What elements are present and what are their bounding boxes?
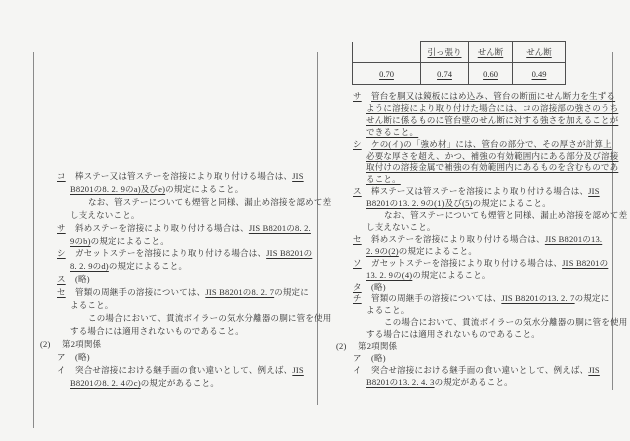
document-line <box>336 258 620 270</box>
item-label: サ <box>57 222 66 233</box>
document-line <box>336 270 620 282</box>
item-label: ス <box>57 274 66 285</box>
text: の規定によること。 <box>165 183 244 194</box>
document-line <box>336 234 620 246</box>
document-line <box>336 293 620 305</box>
document-line <box>40 377 324 390</box>
item-label: セ <box>353 233 362 244</box>
text: 第2項関係 <box>62 338 102 349</box>
text: の規定に <box>274 287 309 298</box>
left-margin-rule <box>33 52 34 428</box>
table-cell <box>513 42 566 63</box>
table-cell-text: せん断 <box>477 47 504 57</box>
underlined-text: ケの(イ)の「強め材」には、管台の部分で、その厚さが計算上 <box>371 138 612 149</box>
underlined-text: 9のb) <box>70 235 91 246</box>
document-line <box>336 329 620 341</box>
document-line <box>336 115 620 127</box>
document-line <box>336 317 628 329</box>
underlined-text: JIS B8201の <box>562 257 609 268</box>
text: 棒ステー又は管ステーを溶接により取り付ける場合は、 <box>75 171 293 181</box>
text: の規定によること。 <box>412 269 491 280</box>
table-cell-text: 0.60 <box>483 68 498 79</box>
document-line <box>336 174 620 186</box>
underlined-text: B8201の13. 2. 9の(1)及び(5) <box>366 198 473 209</box>
item-label: チ <box>353 293 362 304</box>
underlined-text: 取付けの溶接金属で補強の有効範囲内にあるものを含むものであ <box>366 162 619 173</box>
document-line <box>336 91 620 103</box>
document-line <box>336 341 620 353</box>
underlined-text: 8. 2. 9のd) <box>70 261 109 272</box>
underlined-text: JIS B8201の8. 2. <box>248 222 311 233</box>
text: する場合には適用されないものであること。 <box>70 325 245 336</box>
table-cell-text: 0.74 <box>437 68 452 79</box>
document-line <box>336 162 620 174</box>
underlined-text: JIS B8201の13. 2. 7 <box>501 293 575 304</box>
underlined-text: せん断に係るものに管台壁のせん断に対する強さを加えることが <box>366 114 619 125</box>
text: この場合において、貫流ボイラーの気水分離器の胴に管を使用 <box>88 312 332 323</box>
underlined-text: 2. 9の(2) <box>366 245 399 256</box>
text: よること。 <box>70 300 114 311</box>
text: し支えないこと。 <box>366 221 436 232</box>
underlined-text: B8201の8. 2. 9のa)及びe) <box>70 183 166 194</box>
table-cell <box>421 63 469 85</box>
text: この場合において、貫流ボイラーの気水分離器の胴に管を使用 <box>384 317 628 328</box>
table-cell-text: せん断 <box>526 47 552 57</box>
text: の規定に <box>574 293 610 304</box>
text: (略) <box>75 351 90 362</box>
document-line <box>40 286 324 299</box>
underlined-text: JIS <box>292 171 304 181</box>
item-label: コ <box>57 171 66 181</box>
underlined-text: 13. 2. 9の(4) <box>366 269 413 280</box>
text: (略) <box>371 352 386 363</box>
text: の規定があること。 <box>140 377 220 388</box>
table-cell <box>353 63 421 85</box>
underlined-text: JIS B8201の <box>266 248 313 259</box>
underlined-text: できること。 <box>366 126 419 137</box>
text: ガセットステーを溶接により取り付ける場合は、 <box>75 248 267 259</box>
document-line <box>40 273 324 286</box>
table-cell <box>353 42 421 63</box>
underlined-text: 必要な厚さを超え、かつ、補強の有効範囲内にある部分及び溶接 <box>366 150 619 161</box>
underlined-text: JIS <box>588 364 600 375</box>
item-label: タ <box>353 281 362 292</box>
item-label: シ <box>353 138 362 149</box>
page-right-text-column <box>336 91 628 389</box>
document-line <box>336 198 620 210</box>
underlined-text: JIS B8201の8. 2. 7 <box>205 287 275 298</box>
underlined-text: JIS <box>588 186 600 197</box>
underlined-text: ように溶接により取り付けた場合には、コの溶接部の強さのうち <box>366 102 619 113</box>
document-line <box>40 222 324 235</box>
page-left-text-column <box>40 170 332 389</box>
document-line <box>336 222 620 234</box>
document-line <box>336 151 620 163</box>
document-line <box>336 186 620 198</box>
document-line <box>336 127 620 139</box>
text: 管類の周継手の溶接については、 <box>75 287 206 298</box>
document-line <box>40 364 324 377</box>
underlined-text: B8201の8. 2. 4のc) <box>70 377 141 388</box>
underlined-text: 管台を胴又は鏡板にはめ込み、管台の断面にせん断力を生ずる <box>371 91 616 101</box>
table-cell <box>469 63 513 85</box>
table-cell <box>513 63 566 85</box>
document-line <box>336 246 620 258</box>
text: 管類の周継手の溶接については、 <box>371 293 502 304</box>
table-cell-text: 0.70 <box>379 68 394 79</box>
item-label: ア <box>353 352 362 363</box>
text: の規定があること。 <box>434 376 513 387</box>
text: する場合には適用されないものであること。 <box>366 329 541 340</box>
item-label: (2) <box>336 341 347 352</box>
item-label: ア <box>57 351 66 362</box>
item-label: イ <box>353 364 362 375</box>
item-label: シ <box>57 248 66 259</box>
table-cell <box>421 42 469 63</box>
text: の規定によること。 <box>108 261 188 272</box>
text: の規定によること。 <box>90 235 169 246</box>
document-line <box>336 210 628 222</box>
document-line <box>40 183 324 196</box>
document-line <box>336 139 620 151</box>
document-line <box>336 305 620 317</box>
document-line <box>40 338 324 351</box>
document-line <box>336 282 620 294</box>
text: 棒ステー又は管ステーを溶接により取り付ける場合は、 <box>371 186 589 197</box>
text: 斜めステーを溶接により取り付ける場合は、 <box>75 222 249 233</box>
item-label: ス <box>353 186 362 197</box>
item-label: ソ <box>353 257 362 268</box>
text: なお、管ステーについても煙管と同様、漏止め溶接を認めて差 <box>88 196 332 207</box>
underlined-text: ること。 <box>366 174 401 185</box>
text: 突合せ溶接における継手面の食い違いとして、例えば、 <box>75 364 293 375</box>
text: 第2項関係 <box>358 341 398 352</box>
table-cell-text: 0.49 <box>531 68 547 79</box>
table-cell-text: 引っ張り <box>427 47 462 57</box>
item-label: イ <box>57 364 66 375</box>
text: の規定によること。 <box>398 245 478 256</box>
document-line <box>40 351 324 364</box>
document-line <box>40 312 332 325</box>
text: し支えないこと。 <box>70 209 140 220</box>
text: (略) <box>371 281 386 292</box>
text: 突合せ溶接における継手面の食い違いとして、例えば、 <box>371 364 589 375</box>
underlined-text: JIS <box>292 364 304 375</box>
document-line <box>40 235 324 248</box>
text: なお、管ステーについても煙管と同様、漏止め溶接を認めて差 <box>384 210 628 221</box>
document-line <box>40 196 332 209</box>
item-label: セ <box>57 287 66 298</box>
item-label: サ <box>353 91 362 101</box>
text: の規定によること。 <box>472 198 551 209</box>
text: ガセットステーを溶接により取り付ける場合は、 <box>371 257 563 268</box>
text: よること。 <box>366 305 410 316</box>
document-line <box>336 365 620 377</box>
document-line <box>40 209 324 222</box>
item-label: (2) <box>40 338 51 349</box>
document-line <box>40 247 324 260</box>
document-line <box>40 299 324 312</box>
text: 斜めステーを溶接により取り付ける場合は、 <box>371 233 545 244</box>
table-row <box>353 42 566 63</box>
table-cell <box>469 42 513 63</box>
document-line <box>336 353 620 365</box>
table-row <box>353 63 566 85</box>
document-line <box>336 103 620 115</box>
underlined-text: B8201の13. 2. 4. 3 <box>366 376 435 387</box>
underlined-text: JIS B8201の13. <box>544 233 603 244</box>
document-line <box>40 325 324 338</box>
document-line <box>40 260 324 273</box>
document-line <box>336 377 620 389</box>
document-line <box>40 170 324 183</box>
text: (略) <box>75 274 90 285</box>
strength-comparison-table <box>352 41 566 85</box>
